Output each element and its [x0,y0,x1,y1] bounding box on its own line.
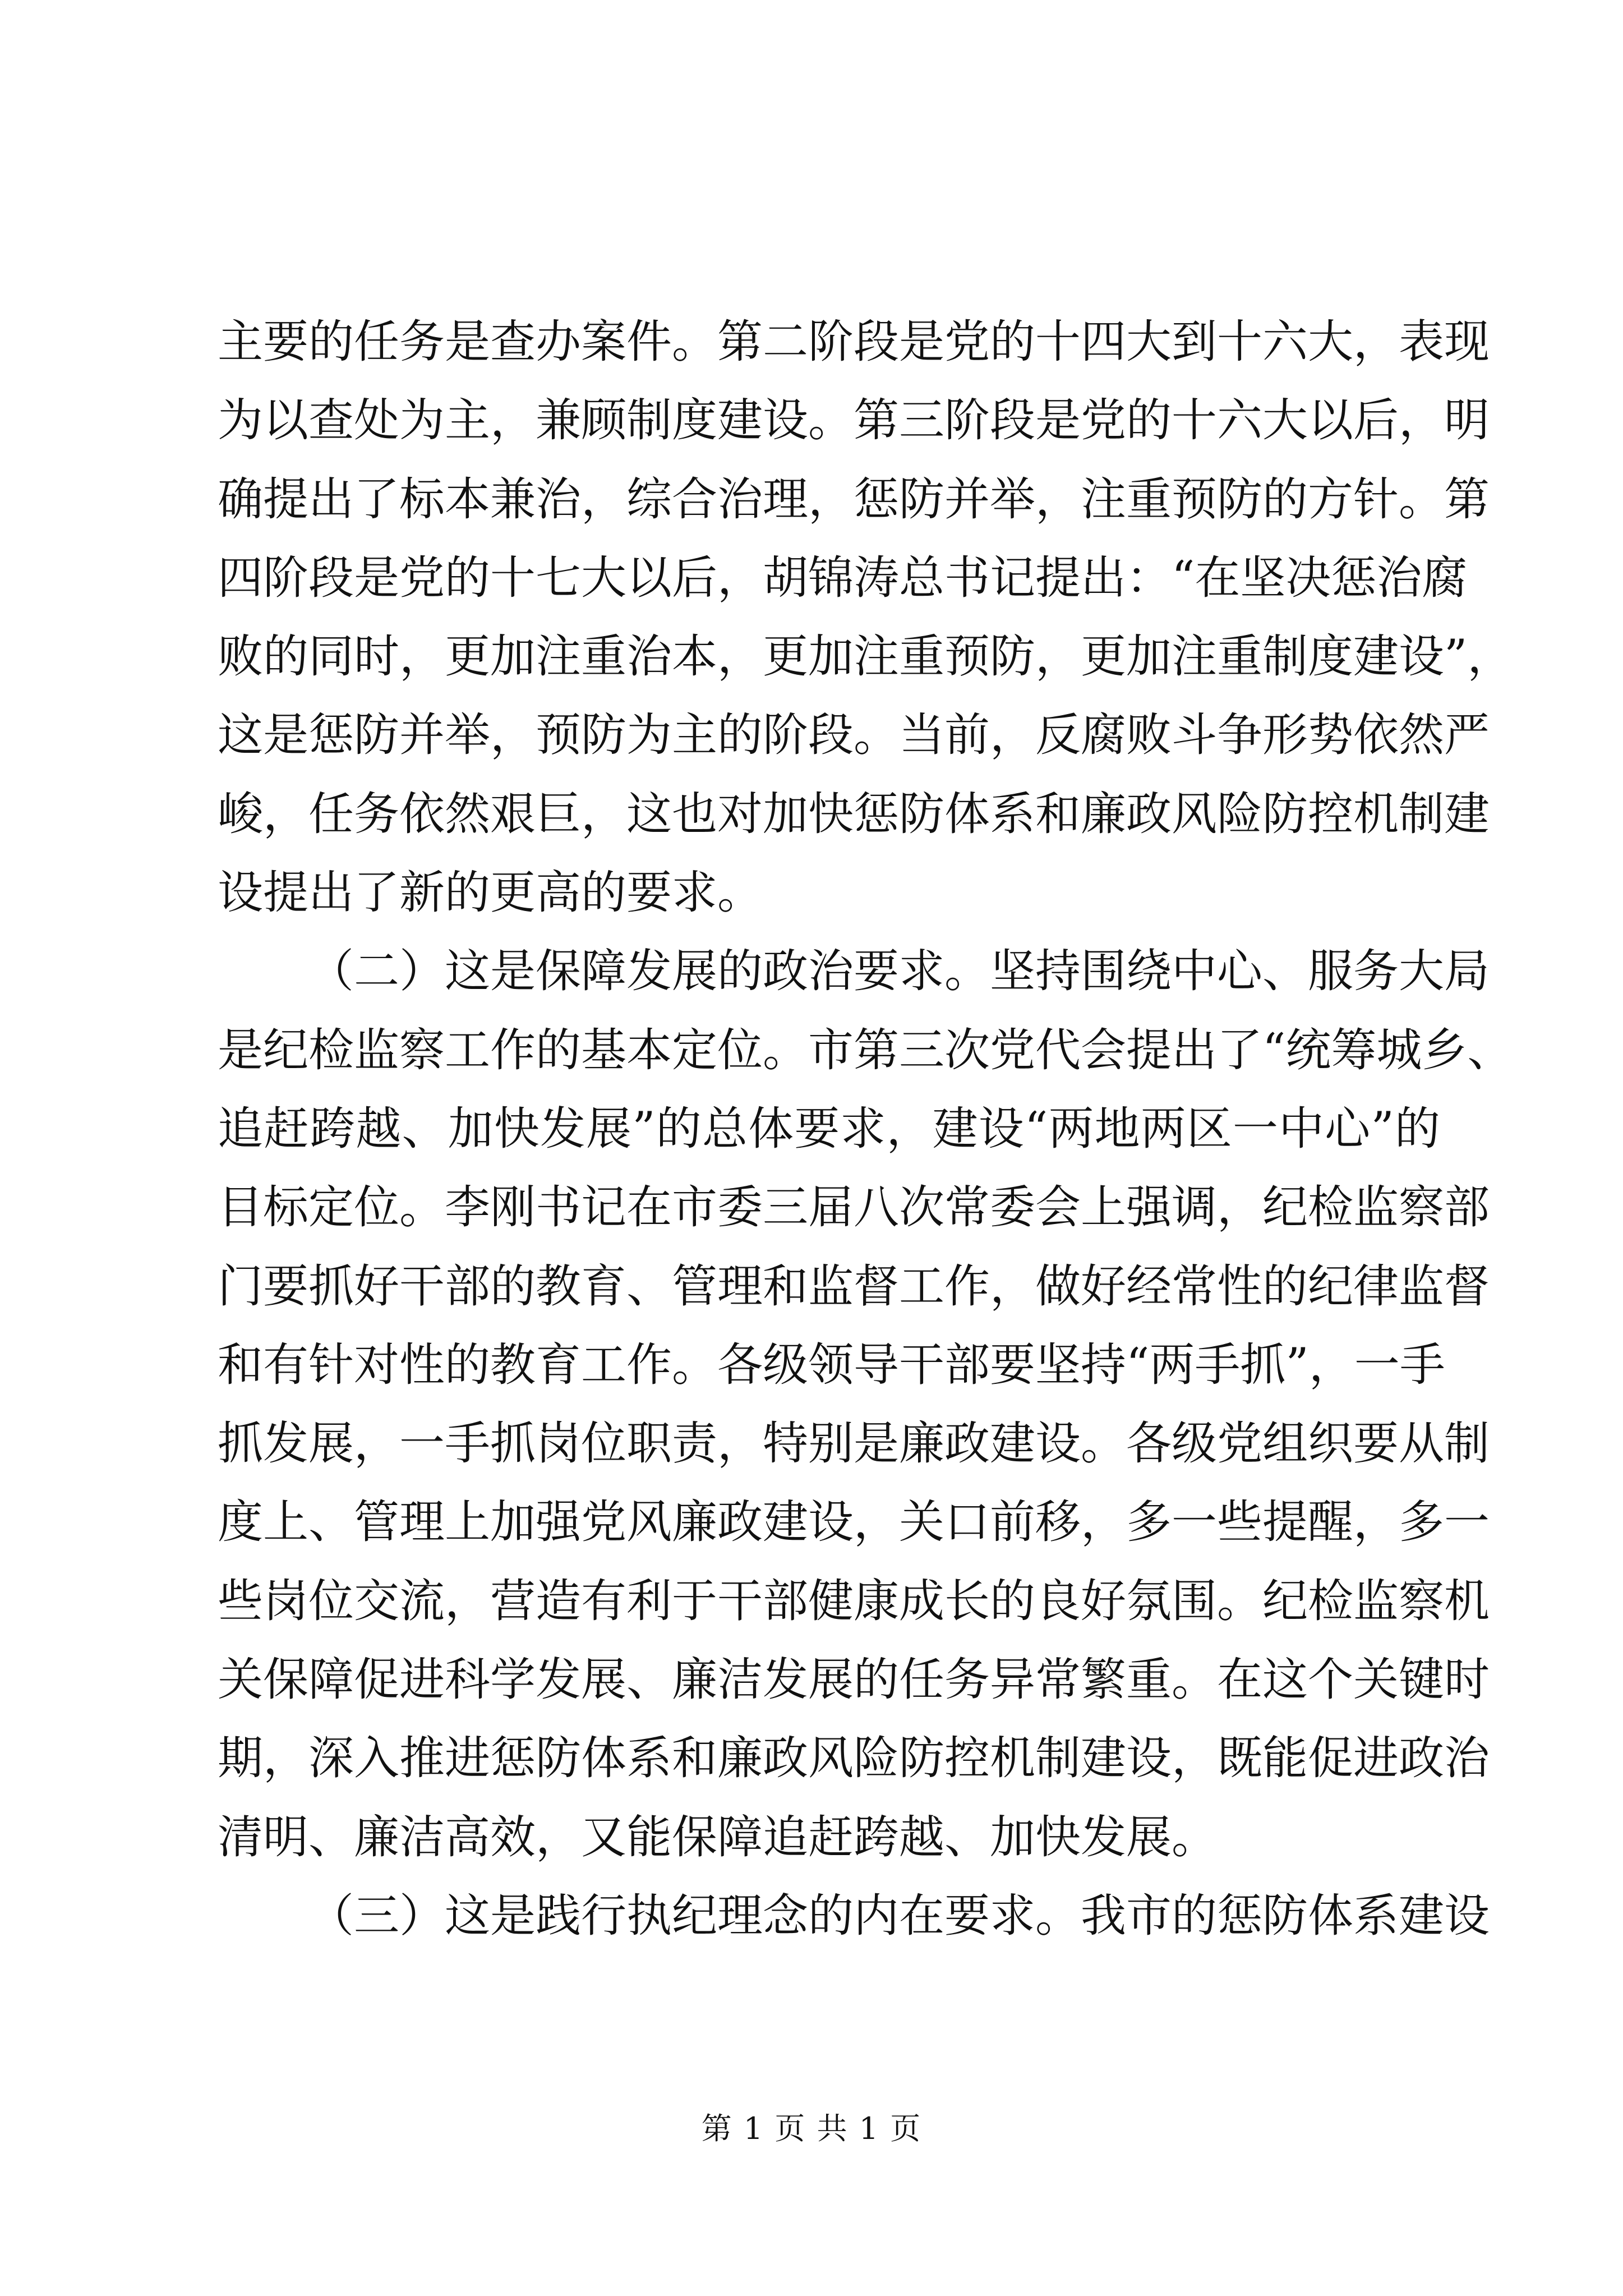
text-line: 确提出了标本兼治，综合治理，惩防并举，注重预防的方针。第 [218,473,1490,526]
text-line: 追赶跨越、加快发展”的总体要求，建设“两地两区一中心”的 [218,1102,1440,1156]
text-line: 设提出了新的更高的要求。 [218,867,763,920]
text-line: 为以查处为主，兼顾制度建设。第三阶段是党的十六大以后，明 [218,394,1490,448]
text-line: 关保障促进科学发展、廉洁发展的任务异常繁重。在这个关键时 [218,1654,1490,1707]
text-line: 度上、管理上加强党风廉政建设，关口前移，多一些提醒，多一 [218,1496,1490,1549]
text-line: 是纪检监察工作的基本定位。市第三次党代会提出了“统筹城乡、 [218,1024,1513,1077]
text-line: 些岗位交流，营造有利于干部健康成长的良好氛围。纪检监察机 [218,1575,1490,1628]
text-line: 败的同时，更加注重治本，更加注重预防，更加注重制度建设”， [218,631,1513,684]
text-line: 四阶段是党的十七大以后，胡锦涛总书记提出：“在坚决惩治腐 [218,551,1468,605]
text-line: 期，深入推进惩防体系和廉政风险防控机制建设，既能促进政治 [218,1732,1490,1786]
text-line: （三）这是践行执纪理念的内在要求。我市的惩防体系建设 [308,1889,1490,1943]
body-text [218,303,1513,1955]
text-line: 清明、廉洁高效，又能保障追赶跨越、加快发展。 [218,1811,1218,1864]
text-line: 峻，任务依然艰巨，这也对加快惩防体系和廉政风险防控机制建 [218,788,1490,841]
text-line: 目标定位。李刚书记在市委三届八次常委会上强调，纪检监察部 [218,1181,1490,1235]
text-line: 抓发展，一手抓岗位职责，特别是廉政建设。各级党组织要从制 [218,1418,1490,1471]
page-footer: 第 1 页 共 1 页 [701,2111,922,2146]
text-line: 和有针对性的教育工作。各级领导干部要坚持“两手抓”，一手 [218,1338,1445,1392]
text-line: 门要抓好干部的教育、管理和监督工作，做好经常性的纪律监督 [218,1260,1490,1313]
text-line: 主要的任务是查办案件。第二阶段是党的十四大到十六大，表现 [218,316,1490,369]
text-line: （二）这是保障发展的政治要求。坚持围绕中心、服务大局 [308,945,1490,999]
text-line: 这是惩防并举，预防为主的阶段。当前，反腐败斗争形势依然严 [218,709,1490,762]
